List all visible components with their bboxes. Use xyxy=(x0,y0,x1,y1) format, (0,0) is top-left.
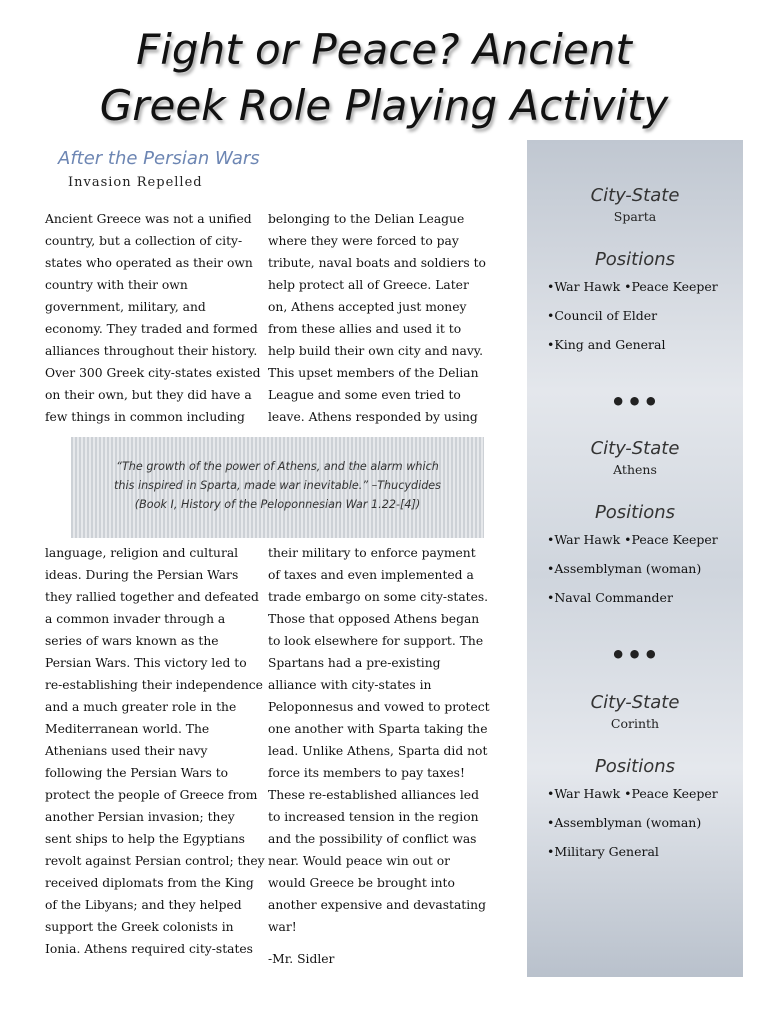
article-column-1-top: Ancient Greece was not a unified country, but a collection of city-states who operated as their own country with their own government, military, and economy. They traded and formed alliances throughout their history. Over 300 Greek city-states existed on their own, but they did have a few things in common including xyxy=(45,212,261,424)
city-state-label: City-State xyxy=(590,185,680,206)
section-heading: After the Persian Wars xyxy=(58,148,260,169)
city-state-block-sparta xyxy=(527,184,743,359)
quote-line-3: (Book I, History of the Peloponnesian War 1.22-[4]) xyxy=(134,498,421,511)
position-item: •War Hawk •Peace Keeper xyxy=(547,279,718,294)
subheading: Invasion Repelled xyxy=(68,175,203,190)
positions-list xyxy=(527,779,743,866)
title-line-1: Fight or Peace? Ancient xyxy=(136,25,632,74)
section-separator: ••• xyxy=(610,641,660,669)
city-state-name: Athens xyxy=(613,462,657,477)
position-item: •Council of Elder xyxy=(547,308,658,323)
position-item: •King and General xyxy=(547,337,666,352)
city-state-name: Corinth xyxy=(610,716,660,731)
position-item: •Assemblyman (woman) xyxy=(547,561,702,576)
positions-label: Positions xyxy=(594,502,676,523)
title-line-2: Greek Role Playing Activity xyxy=(99,81,669,130)
position-item: •War Hawk •Peace Keeper xyxy=(547,532,718,547)
article-column-2-bottom xyxy=(268,542,490,970)
positions-label: Positions xyxy=(594,249,676,270)
page-title xyxy=(0,22,768,134)
position-item: •Assemblyman (woman) xyxy=(547,815,702,830)
article-column-2-bottom-text: their military to enforce payment of taxes and even implemented a trade embargo on some city-states. Those that opposed Athens began to look elsewhere for support. The Spartans had a pre-existing alliance with city-states in Peloponnesus and vowed to protect one another with Sparta taking the lead. Unlike Athens, Sparta did not force its members to pay taxes! These re-established alliances led to increased tension in the region and the possibility of conflict was near. Would peace win out or would Greece be brought into another expensive and devastating war! xyxy=(268,546,490,934)
author-signature: -Mr. Sidler xyxy=(268,952,335,966)
city-state-name: Sparta xyxy=(613,209,657,224)
article-column-1-bottom: language, religion and cultural ideas. During the Persian Wars they rallied together and defeated a common invader through a series of wars known as the Persian Wars. This victory led to re-establishing their independence and a much greater role in the Mediterranean world. The Athenians used their navy following the Persian Wars to protect the people of Greece from another Persian invasion; they sent ships to help the Egyptians revolt against Persian control; they received diplomats from the King of the Libyans; and they helped support the Greek colonists in Ionia. Athens required city-states xyxy=(45,546,265,956)
section-separator: ••• xyxy=(610,388,660,416)
quote-line-1: “The growth of the power of Athens, and the alarm which xyxy=(116,460,439,473)
position-item: •Military General xyxy=(547,844,659,859)
city-state-label: City-State xyxy=(590,692,680,713)
quote-line-2: this inspired in Sparta, made war inevitable.” –Thucydides xyxy=(113,479,442,492)
pull-quote xyxy=(71,437,484,538)
city-state-block-athens xyxy=(527,437,743,612)
article-column-2-top: belonging to the Delian League where they were forced to pay tribute, naval boats and soldiers to help protect all of Greece. Later on, Athens accepted just money from these allies and used it to help build their own city and navy. This upset members of the Delian League and some even tried to leave. Athens responded by using xyxy=(268,212,486,424)
positions-list xyxy=(527,525,743,612)
positions-label: Positions xyxy=(594,756,676,777)
position-item: •War Hawk •Peace Keeper xyxy=(547,786,718,801)
city-state-block-corinth xyxy=(527,691,743,866)
city-state-label: City-State xyxy=(590,438,680,459)
positions-list xyxy=(527,272,743,359)
city-state-sidebar xyxy=(527,140,743,977)
position-item: •Naval Commander xyxy=(547,590,673,605)
